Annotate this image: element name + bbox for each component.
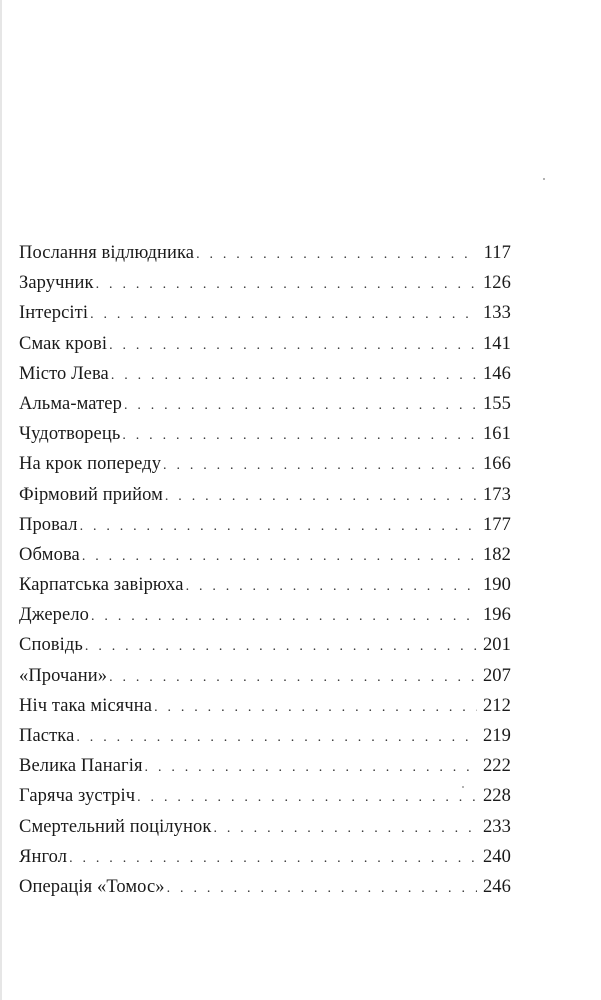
toc-entry-page-number: 246: [482, 876, 511, 897]
toc-entry-title: Пастка: [19, 726, 75, 746]
toc-entry: [19, 570, 511, 600]
toc-entry: [19, 751, 511, 781]
table-of-contents: [19, 238, 511, 902]
dot-leader: [111, 361, 477, 391]
toc-entry: [19, 842, 511, 872]
dot-leader: [124, 391, 477, 421]
toc-entry-page-number: 196: [482, 605, 511, 626]
toc-entry-page-number: 240: [482, 846, 511, 867]
toc-entry-title: Місто Лева: [19, 363, 109, 384]
toc-entry-title: Послання відлюдника: [19, 243, 195, 263]
dot-leader: [80, 512, 477, 542]
toc-entry-page-number: 228: [482, 786, 511, 807]
paper-speck: [543, 178, 545, 180]
toc-entry-page-number: 177: [482, 514, 511, 535]
toc-entry-title: Фірмовий прийом: [19, 484, 163, 505]
dot-leader: [91, 602, 477, 632]
toc-entry: [19, 691, 511, 721]
dot-leader: [109, 663, 477, 693]
toc-entry: [19, 389, 511, 419]
dot-leader: [163, 451, 477, 481]
toc-entry-title: Янгол: [19, 846, 68, 867]
toc-entry-page-number: 212: [482, 695, 511, 716]
dot-leader: [213, 814, 476, 844]
toc-entry: [19, 812, 511, 842]
toc-entry-page-number: 117: [483, 243, 511, 263]
toc-entry: [19, 661, 511, 691]
dot-leader: [122, 421, 477, 451]
toc-entry-title: Смертельний поцілунок: [19, 816, 212, 837]
dot-leader: [96, 270, 477, 300]
toc-entry-page-number: 233: [482, 816, 511, 837]
toc-entry-title: «Прочани»: [19, 665, 108, 686]
dot-leader: [145, 753, 477, 783]
page-edge: [0, 0, 2, 1000]
toc-entry: [19, 480, 511, 510]
toc-entry-title: Велика Панагія: [19, 756, 143, 777]
toc-entry-title: Джерело: [19, 605, 90, 626]
toc-entry: [19, 721, 511, 751]
dot-leader: [137, 783, 477, 813]
toc-entry-title: Провал: [19, 514, 78, 535]
toc-entry: [19, 419, 511, 449]
toc-entry-page-number: 190: [482, 575, 511, 596]
toc-entry: [19, 600, 511, 630]
toc-entry-page-number: 219: [482, 726, 511, 746]
toc-entry-title: На крок попереду: [19, 454, 162, 475]
toc-entry-page-number: 182: [482, 544, 511, 565]
toc-entry-page-number: 126: [482, 273, 511, 294]
toc-entry-title: Ніч така місячна: [19, 695, 153, 716]
toc-entry: [19, 268, 511, 298]
toc-entry-title: Обмова: [19, 544, 80, 565]
toc-entry-page-number: 155: [482, 393, 511, 414]
dot-leader: [82, 542, 477, 572]
toc-entry-page-number: 201: [482, 635, 511, 656]
toc-entry-page-number: 166: [482, 454, 511, 475]
toc-entry-title: Інтерсіті: [19, 303, 89, 324]
toc-entry-title: Заручник: [19, 273, 94, 294]
toc-entry-page-number: 173: [482, 484, 511, 505]
toc-entry: [19, 630, 511, 660]
toc-entry-title: Операція «Томос»: [19, 876, 165, 897]
toc-entry: [19, 449, 511, 479]
toc-entry-page-number: 146: [482, 363, 511, 384]
dot-leader: [165, 482, 477, 512]
dot-leader: [90, 300, 477, 330]
toc-entry-title: Сповідь: [19, 635, 83, 656]
toc-entry-page-number: 161: [482, 424, 511, 445]
toc-entry-title: Чудотворець: [19, 424, 121, 445]
dot-leader: [167, 874, 477, 904]
toc-entry: [19, 298, 511, 328]
toc-entry: [19, 510, 511, 540]
toc-entry: [19, 540, 511, 570]
toc-entry-page-number: 207: [482, 665, 511, 686]
dot-leader: [69, 844, 477, 874]
toc-entry: [19, 329, 511, 359]
toc-entry: [19, 872, 511, 902]
dot-leader: [186, 572, 477, 602]
dot-leader: [109, 331, 477, 361]
toc-entry: [19, 238, 511, 268]
toc-entry-title: Карпатська завірюха: [19, 575, 184, 596]
toc-entry: [19, 359, 511, 389]
toc-entry-title: Гаряча зустріч: [19, 786, 136, 807]
dot-leader: [154, 693, 477, 723]
toc-entry-title: Альма-матер: [19, 393, 122, 414]
toc-entry-page-number: 222: [482, 756, 511, 777]
toc-entry: [19, 781, 511, 811]
toc-entry-page-number: 141: [482, 333, 511, 354]
toc-entry-page-number: 133: [482, 303, 511, 324]
dot-leader: [196, 240, 477, 270]
toc-entry-title: Смак крові: [19, 333, 108, 354]
dot-leader: [85, 632, 477, 662]
dot-leader: [76, 723, 477, 753]
